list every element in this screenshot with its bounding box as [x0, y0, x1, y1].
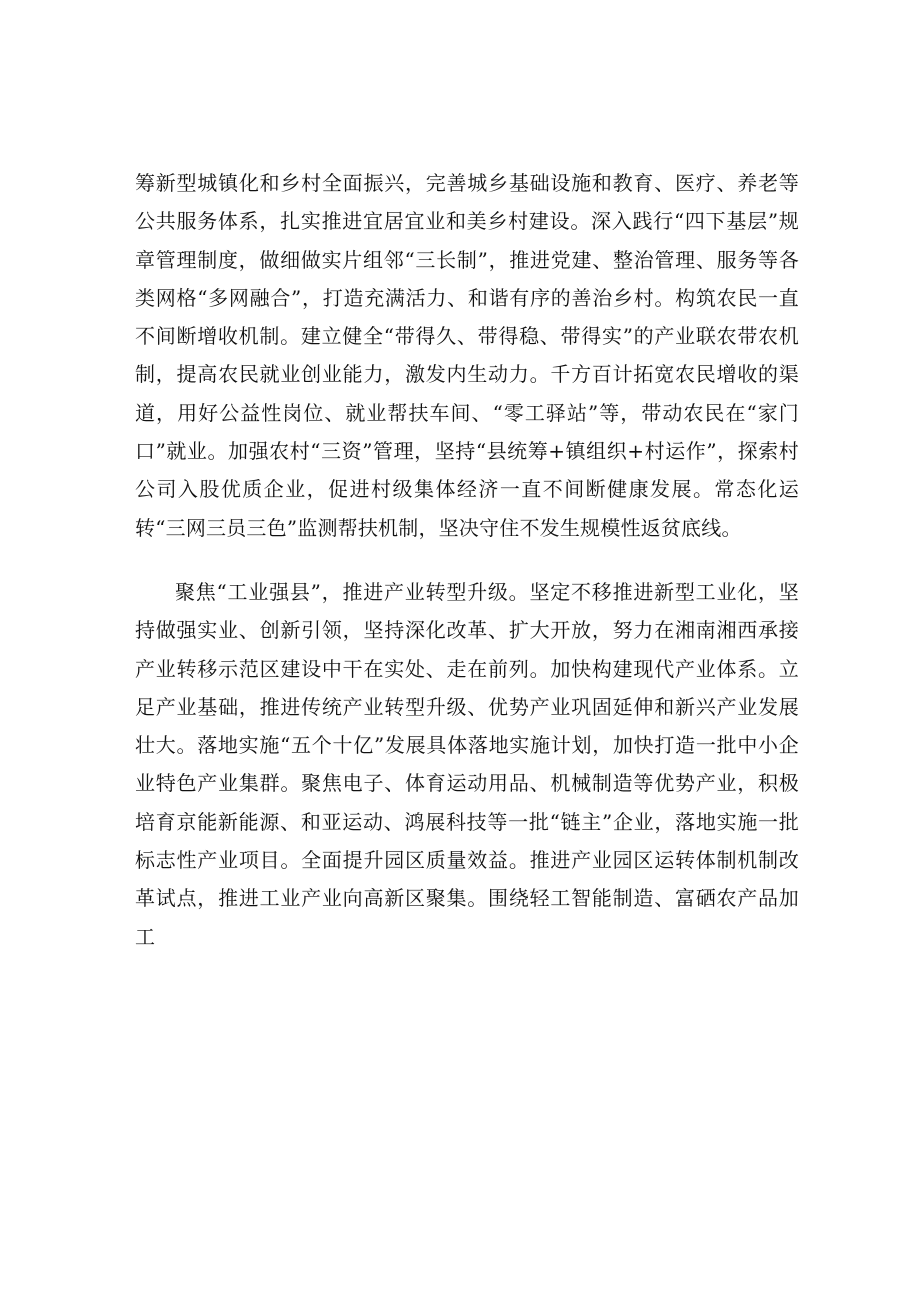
paragraph-industry: 聚焦“工业强县”，推进产业转型升级。坚定不移推进新型工业化，坚持做强实业、创新引领，坚持深化改革、扩大开放，努力在湘南湘西承接产业转移示范区建设中干在实处、走在前列。加快构建现代产业体系。立足产业基础，推进传统产业转型升级、优势产业巩固延伸和新兴产业发展壮大。落地实施“五个十亿”发展具体落地实施计划，加快打造一批中小企业特色产业集群。聚焦电子、体育运动用品、机械制造等优势产业，积极培育京能新能源、和亚运动、鸿展科技等一批“链主”企业，落地实施一批标志性产业项目。全面提升园区质量效益。推进产业园区运转体制机制改革试点，推进工业产业向高新区聚集。围绕轻工智能制造、富硒农产品加工 — [135, 579, 799, 949]
paragraph-continuation: 筹新型城镇化和乡村全面振兴，完善城乡基础设施和教育、医疗、养老等公共服务体系，扎实推进宜居宜业和美乡村建设。深入践行“四下基层”规章管理制度，做细做实片组邻“三长制”，推进党建、整治管理、服务等各类网格“多网融合”，打造充满活力、和谐有序的善治乡村。构筑农民一直不间断增收机制。建立健全“带得久、带得稳、带得实”的产业联农带农机制，提高农民就业创业能力，激发内生动力。千方百计拓宽农民增收的渠道，用好公益性岗位、就业帮扶车间、“零工驿站”等，带动农民在“家门口”就业。加强农村“三资”管理，坚持“县统筹+镇组织+村运作”，探索村公司入股优质企业，促进村级集体经济一直不间断健康发展。常态化运转“三网三员三色”监测帮扶机制，坚决守住不发生规模性返贫底线。 — [135, 171, 799, 540]
document-body — [135, 164, 799, 956]
